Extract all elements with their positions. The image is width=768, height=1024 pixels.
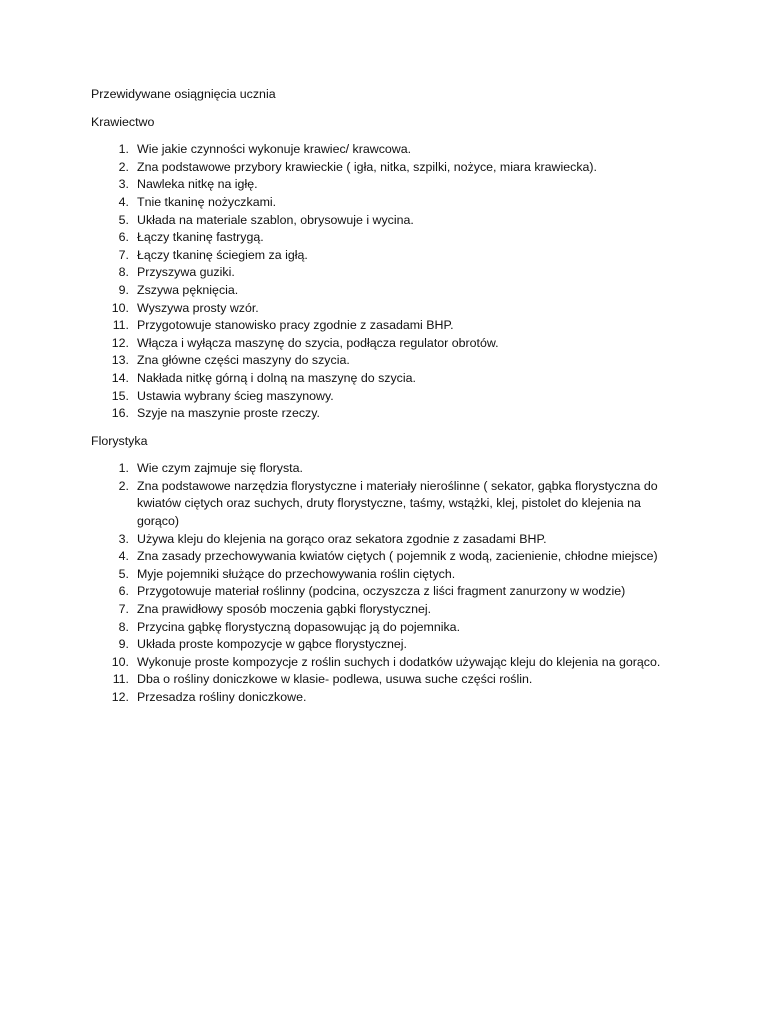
list-item-number: 6. bbox=[118, 230, 129, 245]
list-item-number: 5. bbox=[118, 566, 129, 581]
list-item-text: Szyje na maszynie proste rzeczy. bbox=[137, 406, 320, 421]
document-title: Przewidywane osiągnięcia ucznia bbox=[91, 87, 276, 101]
list-item-text: Zna prawidłowy sposób moczenia gąbki florystycznej. bbox=[137, 602, 432, 617]
list-item bbox=[91, 636, 681, 654]
list-item-number: 3. bbox=[118, 177, 129, 192]
section-spacer bbox=[91, 423, 681, 433]
list-item-number: 11. bbox=[112, 318, 129, 333]
list-item bbox=[91, 282, 681, 300]
list-item-number: 8. bbox=[118, 619, 129, 634]
list-item-text: Używa kleju do klejenia na gorąco oraz sekatora zgodnie z zasadami BHP. bbox=[137, 531, 547, 546]
krawiectwo-list bbox=[91, 141, 681, 423]
list-item-text: Przygotowuje materiał roślinny (podcina, oczyszcza z liści fragment zanurzony w wodzie) bbox=[137, 584, 626, 599]
list-item bbox=[91, 159, 681, 177]
list-item-text: Łączy tkaninę ściegiem za igłą. bbox=[137, 247, 308, 262]
list-item-text: Przycina gąbkę florystyczną dopasowując ją do pojemnika. bbox=[137, 619, 461, 634]
list-item-text: Wie czym zajmuje się florysta. bbox=[137, 461, 303, 476]
list-item-number: 12. bbox=[111, 335, 129, 350]
list-item-text: Zna podstawowe narzędzia florystyczne i materiały nieroślinne ( sekator, gąbka florystyczna do kwiatów ciętych oraz suchych, druty florystyczne, taśmy, wstążki, klej, pistolet do klejenia na gorąco) bbox=[137, 478, 658, 529]
list-item bbox=[91, 405, 681, 423]
list-item-number: 4. bbox=[118, 194, 129, 209]
list-item bbox=[91, 689, 681, 707]
list-item bbox=[91, 531, 681, 549]
list-item-text: Układa proste kompozycje w gąbce florystycznej. bbox=[137, 637, 407, 652]
list-item-text: Przesadza rośliny doniczkowe. bbox=[137, 690, 307, 704]
list-item bbox=[91, 212, 681, 230]
list-item bbox=[91, 478, 681, 531]
list-item bbox=[91, 619, 681, 637]
list-item bbox=[91, 388, 681, 406]
list-item bbox=[91, 352, 681, 370]
list-item-text: Wykonuje proste kompozycje z roślin suchych i dodatków używając kleju do klejenia na gorąco. bbox=[137, 654, 661, 669]
list-item-number: 1. bbox=[118, 461, 129, 476]
list-item bbox=[91, 601, 681, 619]
list-item-text: Układa na materiale szablon, obrysowuje i wycina. bbox=[137, 212, 414, 227]
list-item-text: Wyszywa prosty wzór. bbox=[137, 300, 259, 315]
list-item-text: Przygotowuje stanowisko pracy zgodnie z zasadami BHP. bbox=[137, 318, 454, 333]
list-item-number: 5. bbox=[118, 212, 129, 227]
list-item-text: Nawleka nitkę na igłę. bbox=[137, 177, 258, 192]
list-item-number: 1. bbox=[118, 142, 129, 157]
list-item bbox=[91, 583, 681, 601]
list-item bbox=[91, 317, 681, 335]
list-item-text: Zna główne części maszyny do szycia. bbox=[137, 353, 350, 368]
list-item bbox=[91, 460, 681, 478]
list-item bbox=[91, 548, 681, 566]
list-item-text: Myje pojemniki służące do przechowywania roślin ciętych. bbox=[137, 566, 456, 581]
list-item bbox=[91, 654, 681, 672]
list-item bbox=[91, 370, 681, 388]
list-item bbox=[91, 229, 681, 247]
list-item-number: 13. bbox=[111, 353, 129, 368]
list-item-number: 9. bbox=[118, 282, 129, 297]
list-item-number: 11. bbox=[112, 672, 129, 687]
list-item-number: 7. bbox=[118, 247, 129, 262]
list-item-number: 2. bbox=[118, 478, 129, 493]
list-item-text: Zszywa pęknięcia. bbox=[137, 282, 239, 297]
list-item bbox=[91, 300, 681, 318]
list-item-number: 10. bbox=[111, 300, 129, 315]
list-item-text: Łączy tkaninę fastrygą. bbox=[137, 230, 264, 245]
list-item-text: Włącza i wyłącza maszynę do szycia, podłącza regulator obrotów. bbox=[137, 335, 499, 350]
section-heading-florystyka: Florystyka bbox=[91, 433, 148, 448]
list-item-text: Zna podstawowe przybory krawieckie ( igła, nitka, szpilki, nożyce, miara krawiecka). bbox=[137, 159, 597, 174]
list-item-text: Nakłada nitkę górną i dolną na maszynę do szycia. bbox=[137, 370, 416, 385]
list-item bbox=[91, 141, 681, 159]
list-item bbox=[91, 335, 681, 353]
list-item-number: 15. bbox=[111, 388, 129, 403]
list-item bbox=[91, 671, 681, 689]
list-item bbox=[91, 247, 681, 265]
list-item-number: 9. bbox=[118, 637, 129, 652]
list-item-number: 2. bbox=[118, 159, 129, 174]
list-item-number: 6. bbox=[118, 584, 129, 599]
list-item-number: 12. bbox=[111, 690, 129, 704]
list-item bbox=[91, 176, 681, 194]
list-item-number: 14. bbox=[111, 370, 129, 385]
list-item-text: Przyszywa guziki. bbox=[137, 265, 235, 280]
list-item-number: 10. bbox=[111, 654, 129, 669]
section-heading-krawiectwo: Krawiectwo bbox=[91, 114, 155, 129]
list-item-text: Dba o rośliny doniczkowe w klasie- podlewa, usuwa suche części roślin. bbox=[137, 672, 533, 687]
list-item-text: Zna zasady przechowywania kwiatów ciętych ( pojemnik z wodą, zacienienie, chłodne miejsce) bbox=[137, 549, 658, 564]
list-item-text: Wie jakie czynności wykonuje krawiec/ krawcowa. bbox=[137, 142, 412, 157]
list-item-text: Ustawia wybrany ścieg maszynowy. bbox=[137, 388, 334, 403]
list-item-number: 8. bbox=[118, 265, 129, 280]
document-body bbox=[91, 86, 681, 707]
list-item bbox=[91, 566, 681, 584]
list-item bbox=[91, 194, 681, 212]
list-item-number: 3. bbox=[118, 531, 129, 546]
florystyka-list bbox=[91, 460, 681, 706]
list-item-number: 4. bbox=[118, 549, 129, 564]
list-item-number: 7. bbox=[118, 602, 129, 617]
list-item bbox=[91, 264, 681, 282]
list-item-text: Tnie tkaninę nożyczkami. bbox=[137, 194, 277, 209]
list-item-number: 16. bbox=[111, 406, 129, 421]
